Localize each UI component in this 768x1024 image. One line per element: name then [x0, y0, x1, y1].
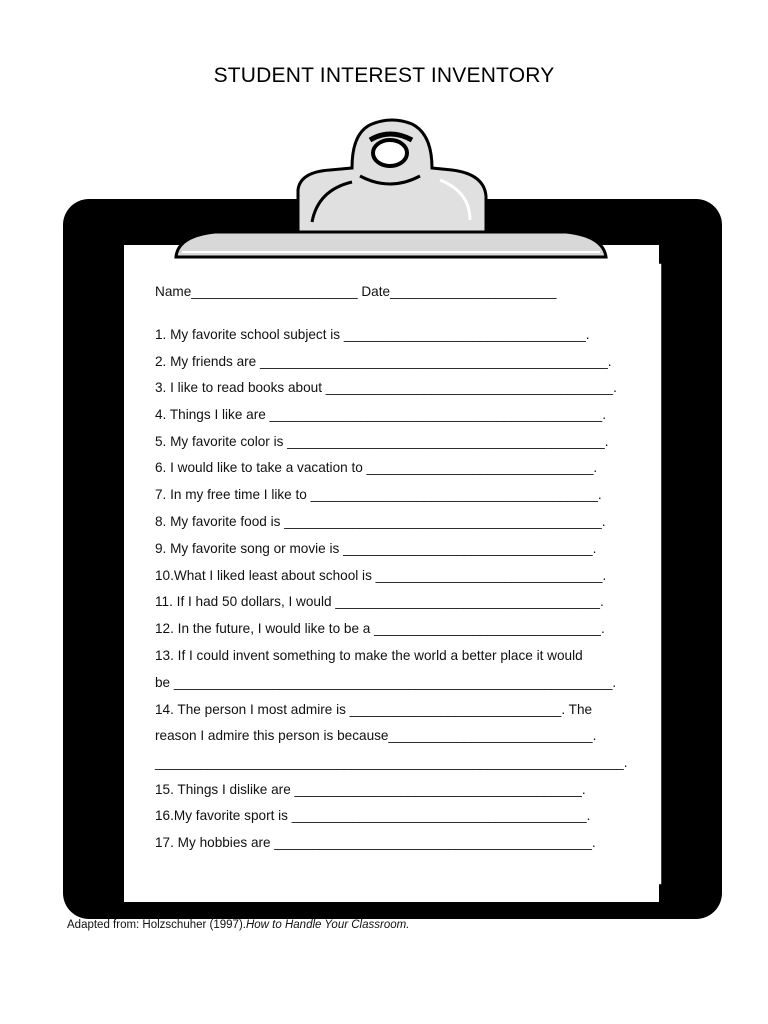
- question-14-extra-line[interactable]: ______________________________________________________________.: [155, 755, 628, 770]
- question-3[interactable]: 3. I like to read books about ______________________________________.: [155, 380, 617, 395]
- question-6[interactable]: 6. I would like to take a vacation to ______________________________.: [155, 460, 598, 475]
- question-11[interactable]: 11. If I had 50 dollars, I would ___________________________________.: [155, 594, 604, 609]
- question-16[interactable]: 16.My favorite sport is _______________________________________.: [155, 808, 591, 823]
- clip-base: [176, 232, 606, 257]
- question-4[interactable]: 4. Things I like are ____________________________________________.: [155, 407, 607, 422]
- question-7[interactable]: 7. In my free time I like to ______________________________________.: [155, 487, 602, 502]
- question-12[interactable]: 12. In the future, I would like to be a ______________________________.: [155, 621, 605, 636]
- question-15[interactable]: 15. Things I dislike are ______________________________________.: [155, 782, 586, 797]
- question-2[interactable]: 2. My friends are ______________________________________________.: [155, 354, 612, 369]
- question-17[interactable]: 17. My hobbies are __________________________________________.: [155, 835, 596, 850]
- question-9[interactable]: 9. My favorite song or movie is _________________________________.: [155, 541, 597, 556]
- citation-text: Adapted from: Holzschuher (1997).: [67, 919, 246, 931]
- clip-body: [298, 120, 486, 232]
- clip-ring-hole: [373, 140, 407, 166]
- question-14-reason[interactable]: reason I admire this person is because___________________________.: [155, 728, 597, 743]
- source-citation: [67, 919, 409, 931]
- question-5[interactable]: 5. My favorite color is __________________________________________.: [155, 434, 609, 449]
- question-10[interactable]: 10.What I liked least about school is ______________________________.: [155, 568, 607, 583]
- worksheet-title: STUDENT INTEREST INVENTORY: [213, 64, 555, 87]
- question-14[interactable]: 14. The person I most admire is ____________________________. The: [155, 702, 593, 717]
- worksheet-form: [124, 260, 658, 900]
- question-8[interactable]: 8. My favorite food is __________________________________________.: [155, 514, 606, 529]
- name-date-line[interactable]: Name______________________ Date______________________: [155, 284, 557, 299]
- book-title: How to Handle Your Classroom.: [245, 919, 410, 931]
- question-13: 13. If I could invent something to make the world a better place it would: [155, 648, 583, 663]
- question-1[interactable]: 1. My favorite school subject is ________________________________.: [155, 327, 590, 342]
- question-13-answer[interactable]: be __________________________________________________________.: [155, 675, 617, 690]
